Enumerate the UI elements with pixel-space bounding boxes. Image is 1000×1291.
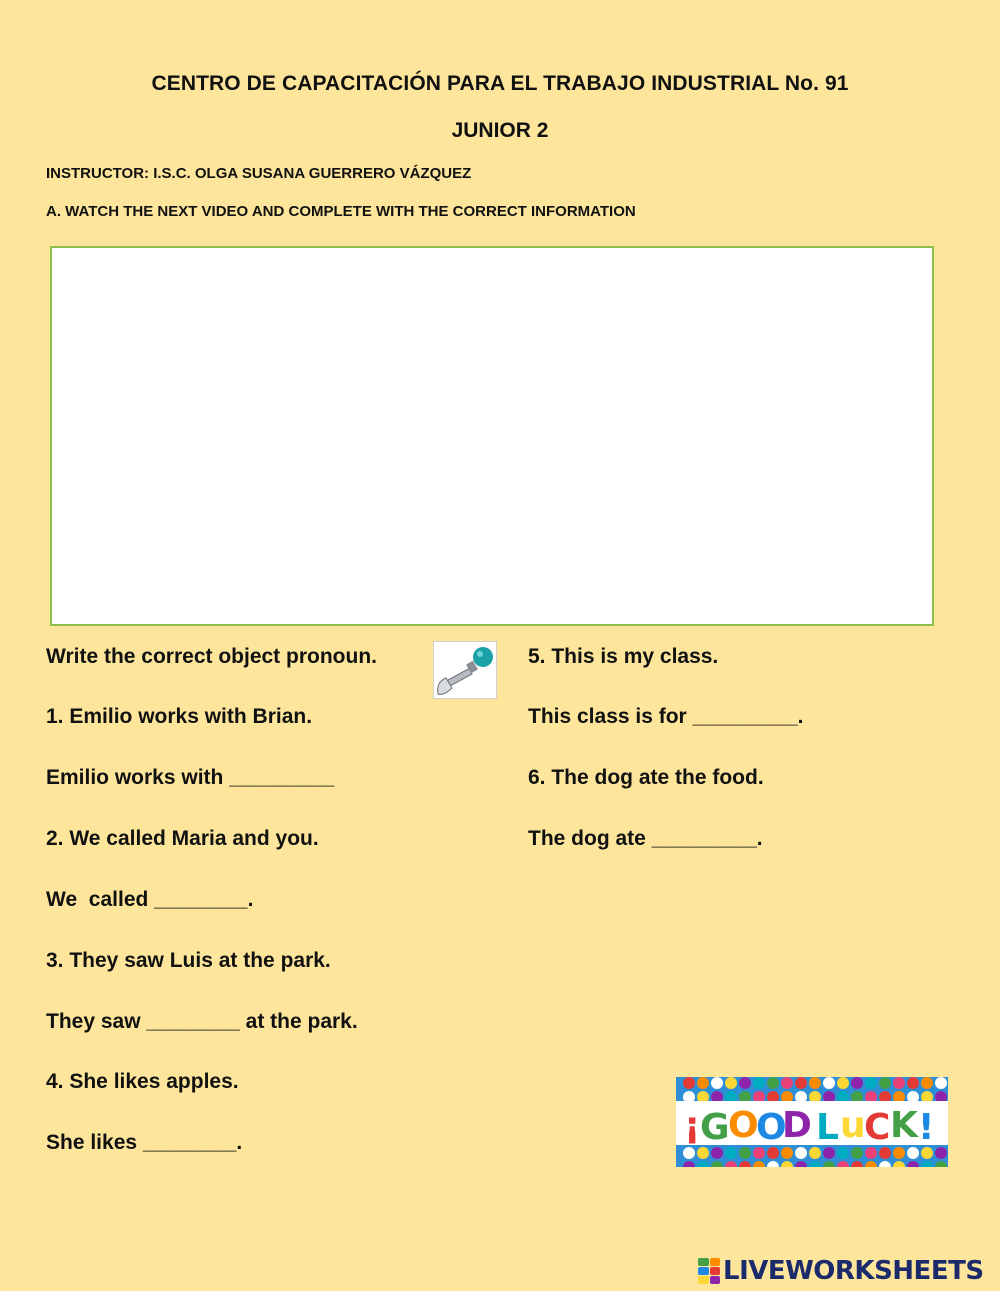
banner-dot	[823, 1077, 835, 1089]
right-line-1: 5. This is my class.	[528, 645, 719, 668]
banner-dot	[809, 1147, 821, 1159]
banner-dot	[753, 1077, 765, 1089]
liveworksheets-brand: LIVEWORKSHEETS	[723, 1256, 984, 1286]
svg-text:K: K	[890, 1105, 918, 1146]
good-luck-banner	[676, 1077, 948, 1167]
liveworksheets-logo[interactable]	[698, 1254, 984, 1288]
banner-dot	[795, 1077, 807, 1089]
svg-text:G: G	[700, 1107, 730, 1148]
left-line-1: 1. Emilio works with Brian.	[46, 705, 313, 728]
right-line-3: 6. The dog ate the food.	[528, 766, 764, 789]
banner-dot	[865, 1147, 877, 1159]
banner-dot	[697, 1147, 709, 1159]
svg-text:L: L	[816, 1107, 839, 1148]
banner-dot	[851, 1147, 863, 1159]
liveworksheets-logo-icon	[698, 1258, 720, 1284]
svg-text:D: D	[782, 1105, 812, 1146]
banner-dot	[739, 1077, 751, 1089]
banner-dot	[921, 1147, 933, 1159]
exercise-heading: Write the correct object pronoun.	[46, 645, 377, 668]
banner-dot	[767, 1147, 779, 1159]
banner-dot	[753, 1147, 765, 1159]
svg-text:O: O	[756, 1107, 787, 1148]
banner-dot	[907, 1077, 919, 1089]
left-line-5: 3. They saw Luis at the park.	[46, 949, 331, 972]
svg-text:u: u	[840, 1105, 866, 1146]
banner-dot	[893, 1147, 905, 1159]
banner-dot	[921, 1077, 933, 1089]
banner-dot	[781, 1147, 793, 1159]
banner-dot	[683, 1077, 695, 1089]
banner-dot	[893, 1077, 905, 1089]
left-line-4[interactable]: We called ________.	[46, 888, 254, 911]
video-embed[interactable]	[50, 246, 934, 626]
banner-dot	[725, 1147, 737, 1159]
banner-dot	[781, 1077, 793, 1089]
banner-dot	[683, 1147, 695, 1159]
page-subtitle: JUNIOR 2	[451, 119, 549, 142]
banner-dot	[739, 1147, 751, 1159]
horn-icon	[433, 641, 497, 699]
banner-dot	[767, 1077, 779, 1089]
svg-text:!: !	[918, 1107, 935, 1148]
banner-dot	[697, 1077, 709, 1089]
instruction-a: A. WATCH THE NEXT VIDEO AND COMPLETE WITH THE CORRECT INFORMATION	[46, 203, 636, 220]
banner-dot	[935, 1077, 947, 1089]
svg-text:O: O	[728, 1105, 759, 1146]
left-line-2[interactable]: Emilio works with _________	[46, 766, 335, 789]
left-line-8[interactable]: She likes ________.	[46, 1131, 243, 1154]
banner-dot	[711, 1147, 723, 1159]
banner-dot	[823, 1147, 835, 1159]
banner-dot	[711, 1077, 723, 1089]
banner-dot	[837, 1077, 849, 1089]
banner-dot	[879, 1077, 891, 1089]
banner-dot	[935, 1147, 947, 1159]
left-line-7: 4. She likes apples.	[46, 1070, 239, 1093]
svg-text:¡: ¡	[684, 1105, 701, 1146]
right-line-4[interactable]: The dog ate _________.	[528, 827, 763, 850]
left-line-3: 2. We called Maria and you.	[46, 827, 319, 850]
left-line-6[interactable]: They saw ________ at the park.	[46, 1010, 358, 1033]
banner-dot	[795, 1147, 807, 1159]
page-title: CENTRO DE CAPACITACIÓN PARA EL TRABAJO INDUSTRIAL No. 91	[151, 72, 849, 95]
banner-dot	[837, 1147, 849, 1159]
banner-dot	[725, 1077, 737, 1089]
banner-dot	[879, 1147, 891, 1159]
right-line-2[interactable]: This class is for _________.	[528, 705, 804, 728]
banner-dot	[809, 1077, 821, 1089]
instructor-line: INSTRUCTOR: I.S.C. OLGA SUSANA GUERRERO VÁZQUEZ	[46, 165, 472, 182]
svg-text:C: C	[864, 1107, 891, 1148]
banner-dot	[907, 1147, 919, 1159]
banner-dot	[851, 1077, 863, 1089]
banner-dot	[865, 1077, 877, 1089]
